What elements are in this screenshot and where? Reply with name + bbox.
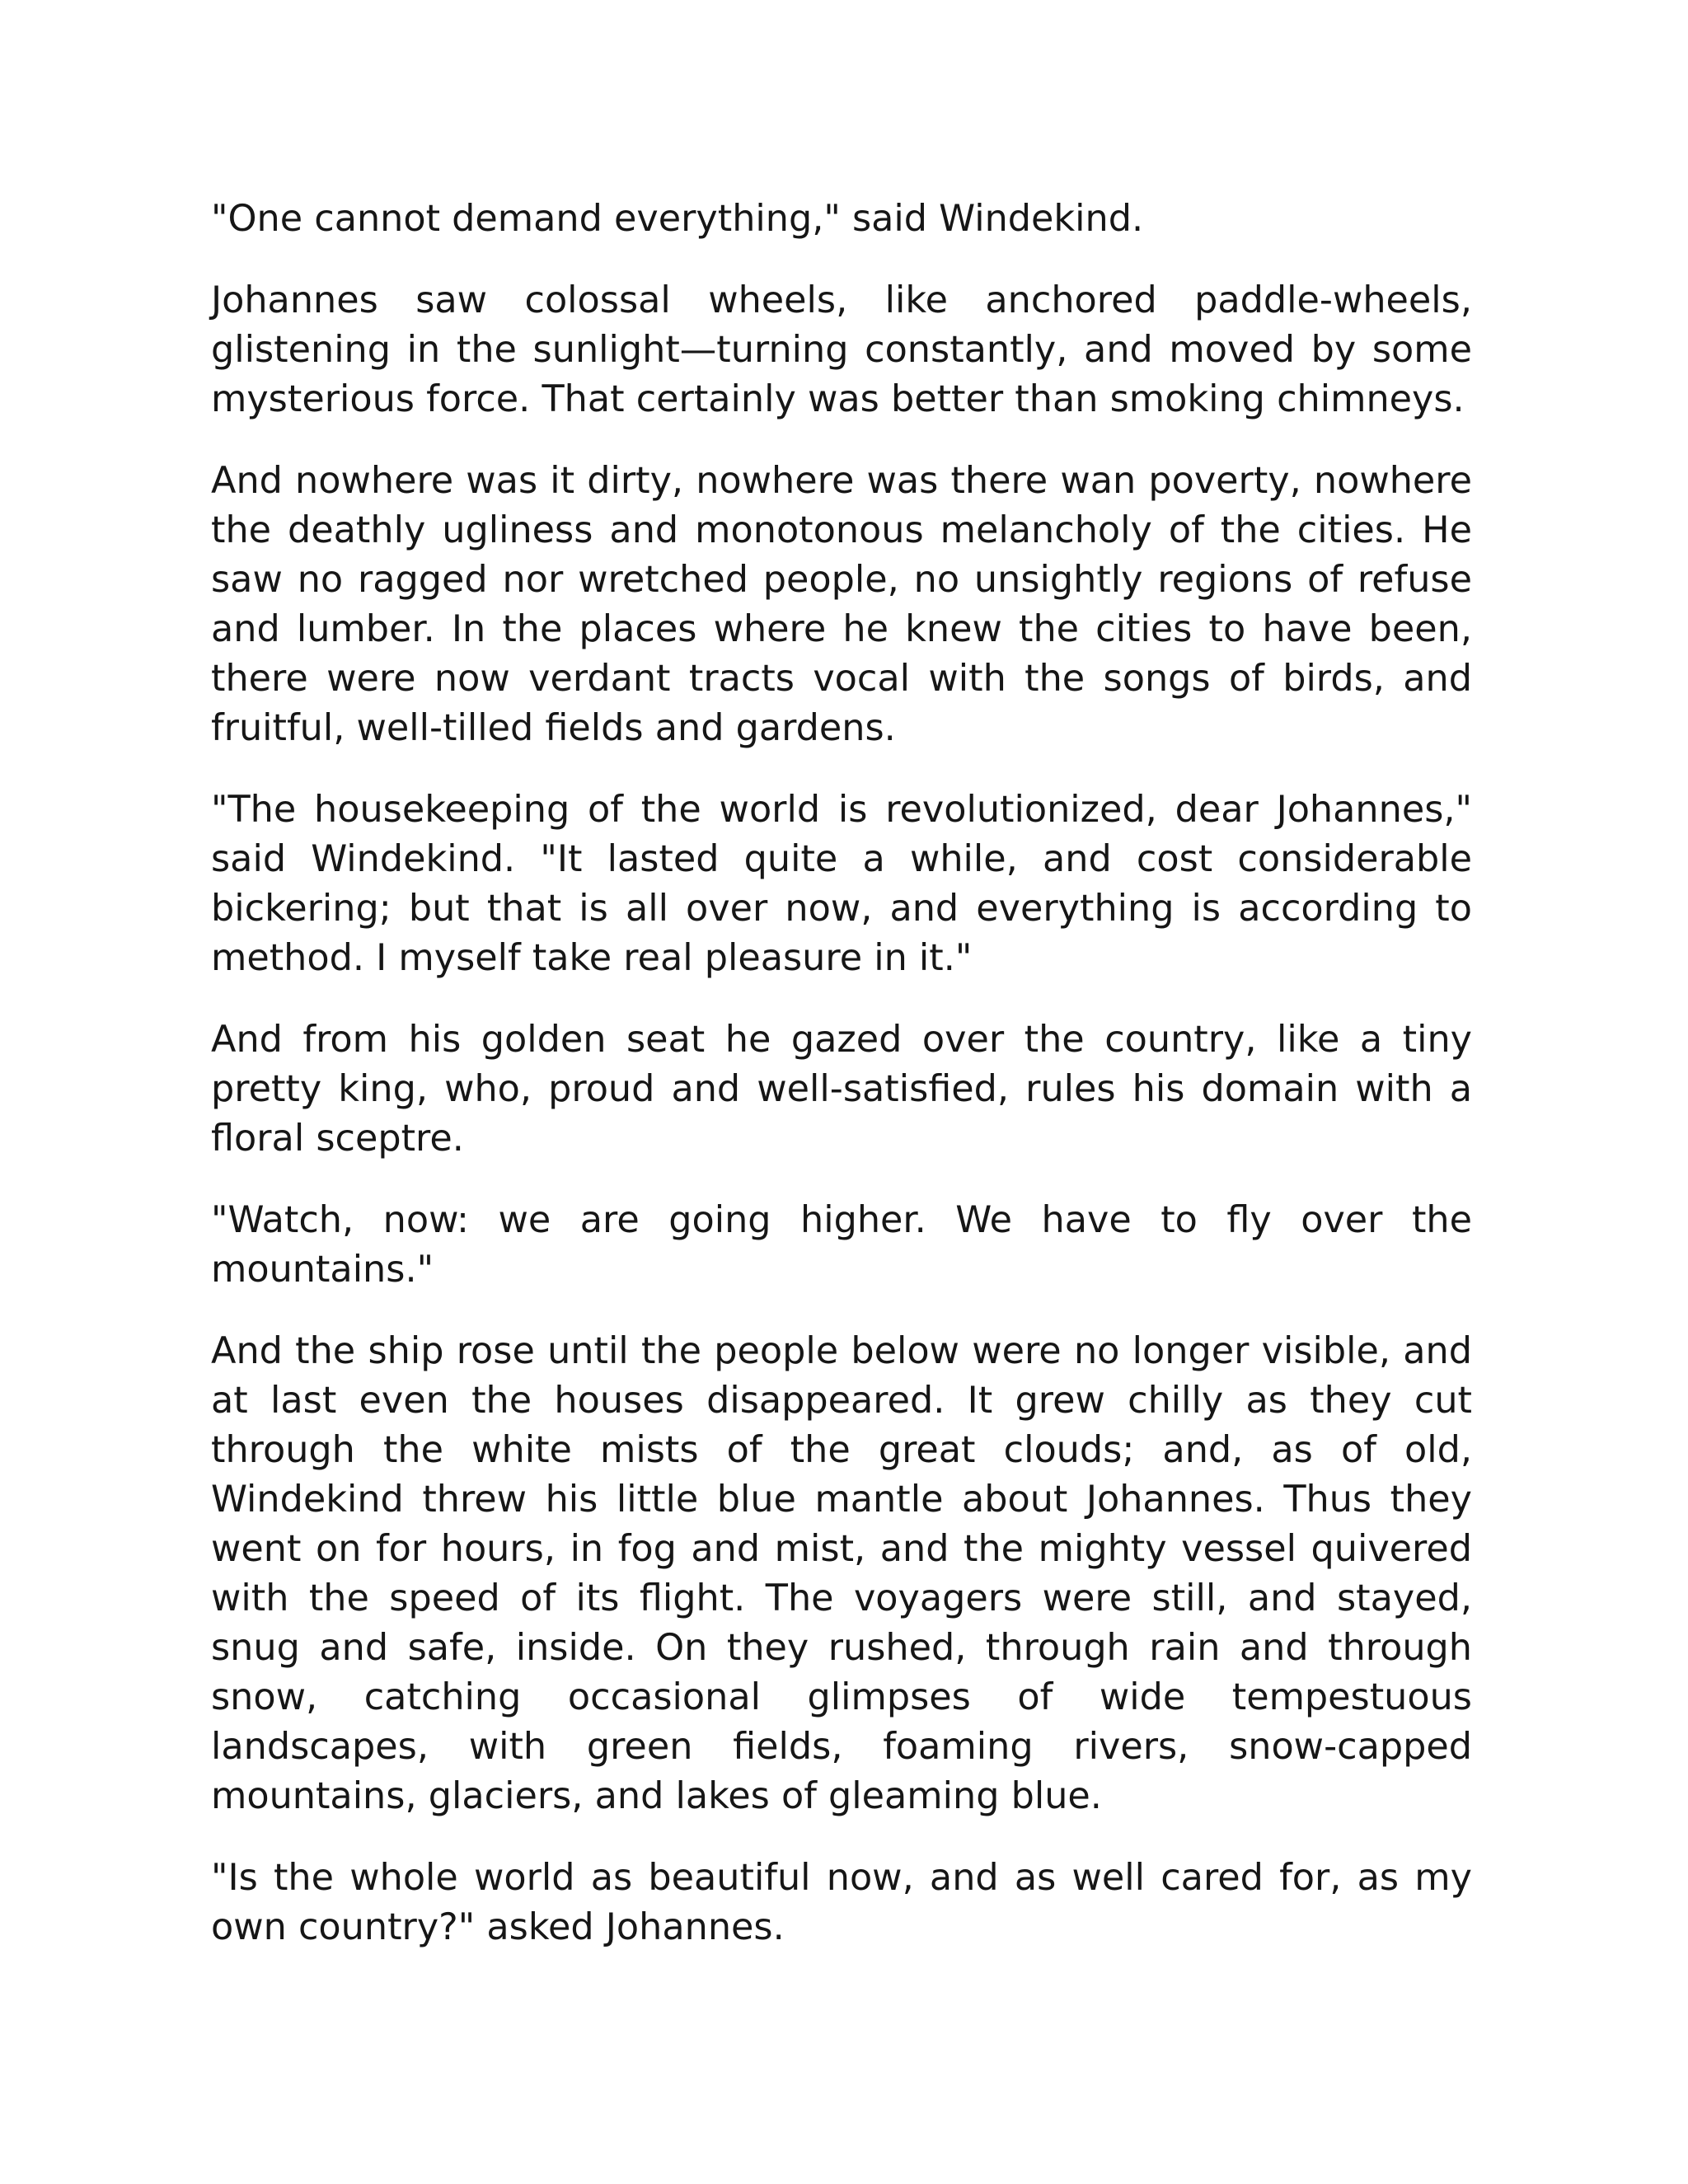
paragraph-3: And nowhere was it dirty, nowhere was there wan poverty, nowhere the deathly ugliness and monotonous melancholy of the cities. He saw no ragged nor wretched people, no unsightly regions of refuse and lumber. In the places where he knew the cities to have been, there were now verdant tracts vocal with the songs of birds, and fruitful, well-tilled fields and gardens. (211, 460, 1472, 749)
paragraph-5: And from his golden seat he gazed over the country, like a tiny pretty king, who, proud and well-satisfied, rules his domain with a floral sceptre. (211, 1019, 1472, 1160)
paragraph-1: "One cannot demand everything," said Windekind. (211, 198, 1144, 240)
paragraph-8: "Is the whole world as beautiful now, and as well cared for, as my own country?" asked Johannes. (211, 1857, 1472, 1948)
paragraph-2: Johannes saw colossal wheels, like anchored paddle-wheels, glistening in the sunlight—turning constantly, and moved by some mysterious force. That certainly was better than smoking chimneys. (211, 279, 1472, 420)
paragraph-4: "The housekeeping of the world is revolutionized, dear Johannes," said Windekind. "It lasted quite a while, and cost considerable bickering; but that is all over now, and everything is according to method. I myself take real pleasure in it." (211, 789, 1472, 979)
paragraph-6: "Watch, now: we are going higher. We have to fly over the mountains." (211, 1199, 1472, 1291)
paragraph-7: And the ship rose until the people below were no longer visible, and at last even the houses disappeared. It grew chilly as they cut through the white mists of the great clouds; and, as of old, Windekind threw his little blue mantle about Johannes. Thus they went on for hours, in fog and mist, and the mighty vessel quivered with the speed of its flight. The voyagers were still, and stayed, snug and safe, inside. On they rushed, through rain and through snow, catching occasional glimpses of wide tempestuous landscapes, with green fields, foaming rivers, snow-capped mountains, glaciers, and lakes of gleaming blue. (211, 1330, 1472, 1817)
body-text (211, 194, 1472, 1985)
